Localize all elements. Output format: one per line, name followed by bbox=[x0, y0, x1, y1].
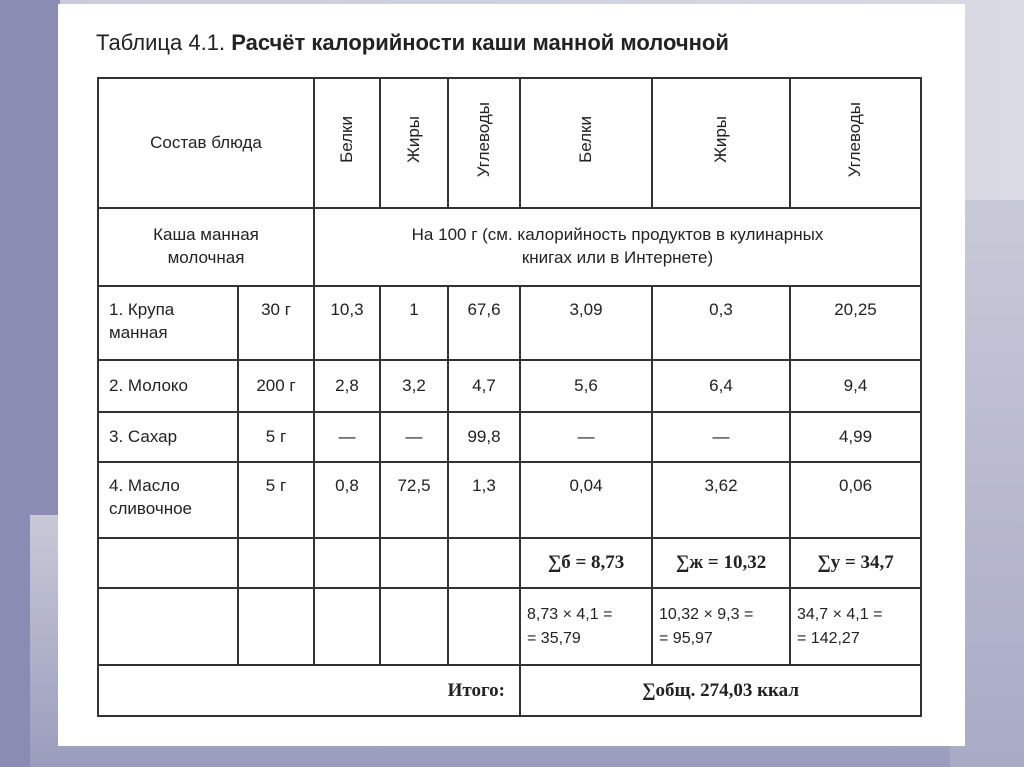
proteins-sum: ∑б = 8,73 bbox=[520, 538, 652, 588]
empty-cell bbox=[380, 588, 448, 665]
empty-cell bbox=[98, 588, 238, 665]
dish-name: Каша манная молочная bbox=[98, 208, 314, 286]
table-row bbox=[98, 360, 921, 412]
table-caption bbox=[96, 30, 729, 56]
fats-sum: ∑ж = 10,32 bbox=[652, 538, 790, 588]
proteins-per-100: 0,8 bbox=[314, 462, 380, 538]
fats-amount: 0,3 bbox=[652, 286, 790, 360]
empty-cell bbox=[314, 538, 380, 588]
carbs-amount: 9,4 bbox=[790, 360, 921, 412]
dish-row bbox=[98, 208, 921, 286]
ingredient-weight: 200 г bbox=[238, 360, 314, 412]
header-row bbox=[98, 78, 921, 208]
carbs-sum: ∑у = 34,7 bbox=[790, 538, 921, 588]
ingredient-weight: 30 г bbox=[238, 286, 314, 360]
header-proteins: Белки bbox=[314, 78, 380, 208]
header-proteins-total: Белки bbox=[520, 78, 652, 208]
fats-amount: 6,4 bbox=[652, 360, 790, 412]
proteins-amount: — bbox=[520, 412, 652, 462]
total-label: Итого: bbox=[98, 665, 520, 716]
header-fats: Жиры bbox=[380, 78, 448, 208]
fats-kcal: 10,32 × 9,3 = = 95,97 bbox=[652, 588, 790, 665]
empty-cell bbox=[448, 538, 520, 588]
carbs-amount: 20,25 bbox=[790, 286, 921, 360]
sums-row bbox=[98, 538, 921, 588]
fats-per-100: 72,5 bbox=[380, 462, 448, 538]
empty-cell bbox=[238, 588, 314, 665]
fats-per-100: 1 bbox=[380, 286, 448, 360]
ingredient-name: 2. Молоко bbox=[98, 360, 238, 412]
carbs-kcal: 34,7 × 4,1 = = 142,27 bbox=[790, 588, 921, 665]
calorie-table bbox=[97, 77, 922, 717]
caption-prefix: Таблица 4.1. bbox=[96, 30, 226, 55]
fats-amount: — bbox=[652, 412, 790, 462]
proteins-amount: 5,6 bbox=[520, 360, 652, 412]
ingredient-name: 4. Масло сливочное bbox=[98, 462, 238, 538]
ingredient-name: 1. Крупа манная bbox=[98, 286, 238, 360]
carbs-per-100: 67,6 bbox=[448, 286, 520, 360]
calc-row bbox=[98, 588, 921, 665]
empty-cell bbox=[448, 588, 520, 665]
fats-per-100: 3,2 bbox=[380, 360, 448, 412]
table-row bbox=[98, 462, 921, 538]
ingredient-weight: 5 г bbox=[238, 412, 314, 462]
header-composition: Состав блюда bbox=[98, 78, 314, 208]
proteins-amount: 3,09 bbox=[520, 286, 652, 360]
caption-title: Расчёт калорийности каши манной молочной bbox=[231, 30, 729, 55]
proteins-per-100: 10,3 bbox=[314, 286, 380, 360]
empty-cell bbox=[314, 588, 380, 665]
carbs-per-100: 1,3 bbox=[448, 462, 520, 538]
document-sheet bbox=[58, 4, 965, 746]
proteins-per-100: — bbox=[314, 412, 380, 462]
carbs-per-100: 99,8 bbox=[448, 412, 520, 462]
carbs-amount: 0,06 bbox=[790, 462, 921, 538]
carbs-per-100: 4,7 bbox=[448, 360, 520, 412]
table-row bbox=[98, 412, 921, 462]
total-row bbox=[98, 665, 921, 716]
empty-cell bbox=[380, 538, 448, 588]
per-100g-note: На 100 г (см. калорийность продуктов в кулинарных книгах или в Интернете) bbox=[314, 208, 921, 286]
ingredient-name: 3. Сахар bbox=[98, 412, 238, 462]
proteins-kcal: 8,73 × 4,1 = = 35,79 bbox=[520, 588, 652, 665]
fats-per-100: — bbox=[380, 412, 448, 462]
total-value: ∑общ. 274,03 ккал bbox=[520, 665, 921, 716]
proteins-amount: 0,04 bbox=[520, 462, 652, 538]
header-fats-total: Жиры bbox=[652, 78, 790, 208]
ingredient-weight: 5 г bbox=[238, 462, 314, 538]
empty-cell bbox=[98, 538, 238, 588]
header-carbs: Углеводы bbox=[448, 78, 520, 208]
table-row bbox=[98, 286, 921, 360]
proteins-per-100: 2,8 bbox=[314, 360, 380, 412]
carbs-amount: 4,99 bbox=[790, 412, 921, 462]
fats-amount: 3,62 bbox=[652, 462, 790, 538]
empty-cell bbox=[238, 538, 314, 588]
header-carbs-total: Углеводы bbox=[790, 78, 921, 208]
